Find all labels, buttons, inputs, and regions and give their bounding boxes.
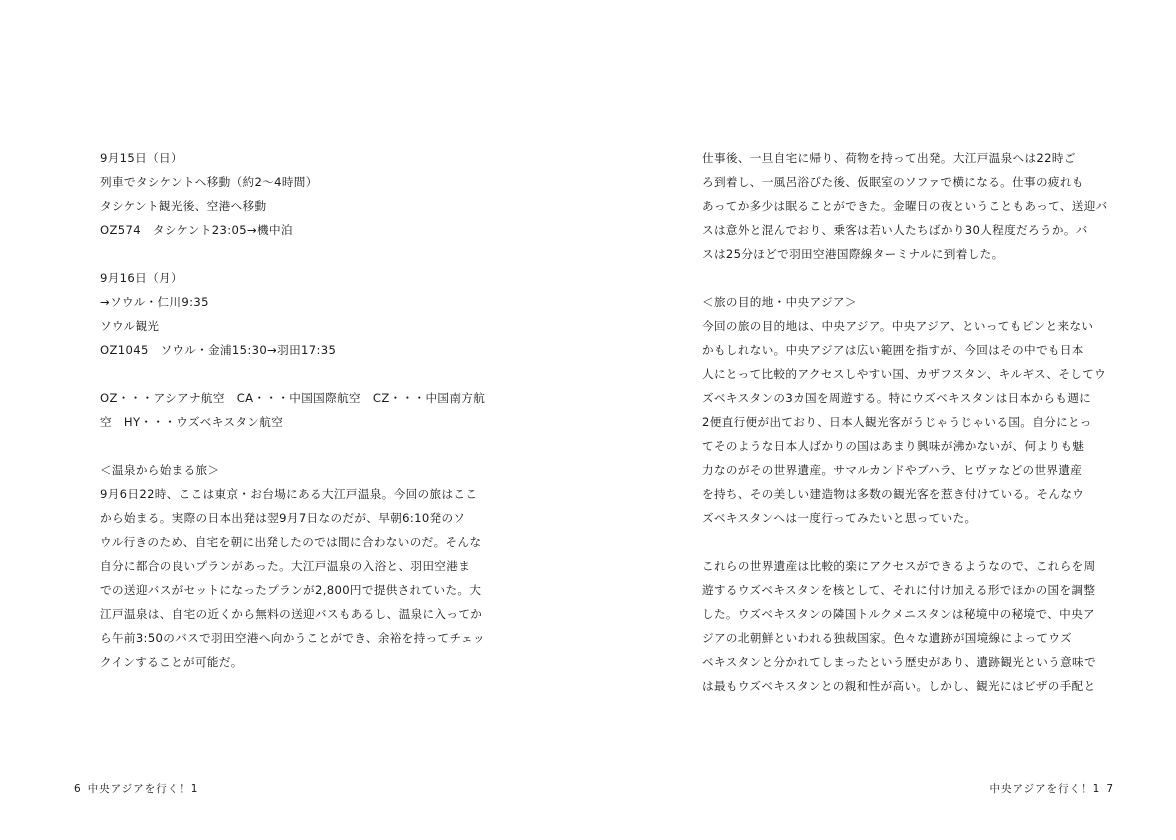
airline-legend-line: 空 HY・・・ウズベキスタン航空 (100, 415, 284, 429)
body-line: 力なのがその世界遺産。サマルカンドやブハラ、ヒヴァなどの世界遺産 (702, 463, 1083, 477)
body-line: 自分に都合の良いプランがあった。大江戸温泉の入浴と、羽田空港ま (100, 559, 471, 573)
body-line: ズベキスタンへは一度行ってみたいと思っていた。 (702, 511, 977, 525)
body-line: ジアの北朝鮮といわれる独裁国家。色々な遺跡が国境線によってウズ (702, 631, 1072, 645)
schedule-line: ソウル観光 (100, 319, 160, 333)
paragraph-gap (100, 362, 482, 386)
running-title: 中央アジアを行く！1 (989, 783, 1101, 795)
schedule-line: 列車でタシケントへ移動（約2～4時間） (100, 175, 318, 189)
body-line: 2便直行便が出ており、日本人観光客がうじゃうじゃいる国。自分にとっ (702, 415, 1092, 429)
body-line: を持ち、その美しい建造物は多数の観光客を惹き付けている。そんなウ (702, 487, 1085, 501)
body-line: ウル行きのため、自宅を朝に出発したのでは間に合わないのだ。そんな (100, 535, 482, 549)
right-page (588, 0, 1176, 840)
paragraph-gap (100, 434, 482, 458)
right-text-column (702, 146, 1108, 698)
body-line: ベキスタンと分かれてしまったという歴史があり、遺跡観光という意味で (702, 655, 1096, 669)
body-line: これらの世界遺産は比較的楽にアクセスができるようなので、これらを周 (702, 559, 1096, 573)
body-line: 江戸温泉は、自宅の近くから無料の送迎バスもあるし、温泉に入ってか (100, 607, 483, 621)
body-line: から始まる。実際の日本出発は翌9月7日なのだが、早朝6:10発のソ (100, 511, 466, 525)
schedule-line: タシケント観光後、空港へ移動 (100, 199, 267, 213)
body-line: スは25分ほどで羽田空港国際線ターミナルに到着した。 (702, 247, 1004, 261)
body-line: 今回の旅の目的地は、中央アジア。中央アジア、といってもピンと来ない (702, 319, 1094, 333)
schedule-line: OZ574 タシケント23:05→機中泊 (100, 223, 293, 237)
body-line: 9月6日22時、ここは東京・お台場にある大江戸温泉。今回の旅はここ (100, 487, 478, 501)
airline-legend-line: OZ・・・アシアナ航空 CA・・・中国国際航空 CZ・・・中国南方航 (100, 391, 486, 405)
body-line: 遊するウズベキスタンを核として、それに付け加える形でほかの国を調整 (702, 583, 1096, 597)
body-line: てそのような日本人ばかりの国はあまり興味が沸かないが、何よりも魅 (702, 439, 1085, 453)
page-number: 6 (74, 783, 82, 795)
page-number: 7 (1106, 783, 1114, 795)
paragraph-gap (100, 242, 482, 266)
folio-left (68, 781, 198, 796)
body-line: した。ウズベキスタンの隣国トルクメニスタンは秘境中の秘境で、中央ア (702, 607, 1095, 621)
body-line: ら午前3:50のバスで羽田空港へ向かうことができ、余裕を持ってチェッ (100, 631, 485, 645)
left-text-column (100, 146, 486, 674)
body-line: 仕事後、一旦自宅に帰り、荷物を持って出発。大江戸温泉へは22時ご (702, 151, 1076, 165)
section-heading-onsen: ＜温泉から始まる旅＞ (100, 463, 220, 477)
body-line: ろ到着し、一風呂浴びた後、仮眠室のソファで横になる。仕事の疲れも (702, 175, 1084, 189)
schedule-date-0916: 9月16日（月） (100, 271, 183, 285)
paragraph-gap (702, 266, 1084, 290)
body-line: スは意外と混んでおり、乗客は若い人たちばかり30人程度だろうか。バ (702, 223, 1088, 237)
body-line: ズベキスタンの3カ国を周遊する。特にウズベキスタンは日本からも週に (702, 391, 1092, 405)
body-line: クインすることが可能だ。 (100, 655, 243, 669)
folio-right (990, 781, 1120, 796)
body-line: は最もウズベキスタンとの親和性が高い。しかし、観光にはビザの手配と (702, 679, 1096, 693)
section-heading-destination: ＜旅の目的地・中央アジア＞ (702, 295, 857, 309)
body-line: かもしれない。中央アジアは広い範囲を指すが、今回はその中でも日本 (702, 343, 1084, 357)
body-line: あってか多少は眠ることができた。金曜日の夜ということもあって、送迎バ (702, 199, 1108, 213)
body-line: での送迎バスがセットになったプランが2,800円で提供されていた。大 (100, 583, 482, 597)
paragraph-gap (702, 530, 1084, 554)
schedule-line: →ソウル・仁川9:35 (100, 295, 209, 309)
running-title: 中央アジアを行く！1 (87, 783, 199, 795)
body-line: 人にとって比較的アクセスしやすい国、カザフスタン、キルギス、そしてウ (702, 367, 1107, 381)
schedule-date-0915: 9月15日（日） (100, 151, 183, 165)
schedule-line: OZ1045 ソウル・金浦15:30→羽田17:35 (100, 343, 337, 357)
